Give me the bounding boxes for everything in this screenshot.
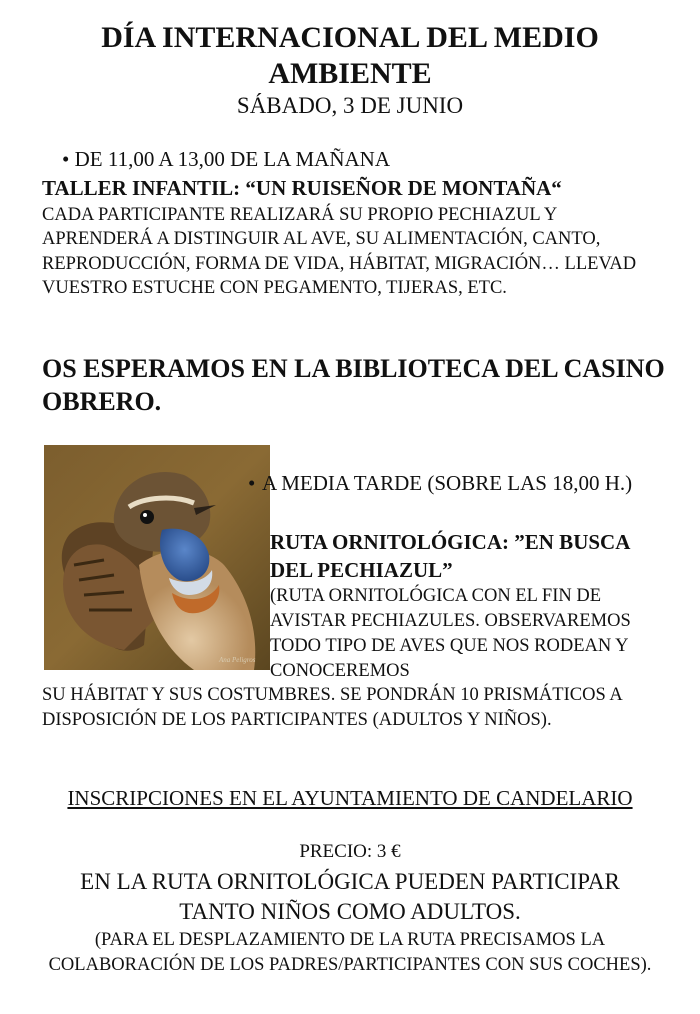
photo-signature: Ana Peligros bbox=[219, 656, 256, 664]
workshop-time: • DE 11,00 A 13,00 DE LA MAÑANA bbox=[62, 147, 390, 171]
workshop-description: CADA PARTICIPANTE REALIZARÁ SU PROPIO PECHIAZUL Y APRENDERÁ A DISTINGUIR AL AVE, SU ALIMENTACIÓN, CANTO, REPRODUCCIÓN, FORMA DE VIDA, HÁBITAT, MIGRACIÓN… LLEVAD VUESTRO ESTUCHE CON PEGAMENTO, TIJERAS, ETC. bbox=[42, 205, 637, 299]
bluethroat-bird-photo bbox=[44, 445, 270, 670]
route-title: RUTA ORNITOLÓGICA: ”EN BUSCA DEL PECHIAZUL” bbox=[270, 530, 630, 582]
event-date: SÁBADO, 3 DE JUNIO bbox=[236, 93, 464, 118]
transport-note: (PARA EL DESPLAZAMIENTO DE LA RUTA PRECISAMOS LA COLABORACIÓN DE LOS PADRES/PARTICIPANTES CON SUS COCHES). bbox=[48, 930, 652, 975]
route-description-continued: SU HÁBITAT Y SUS COSTUMBRES. SE PONDRÁN 10 PRISMÁTICOS A DISPOSICIÓN DE LOS PARTICIPANTES (ADULTOS Y NIÑOS). bbox=[42, 685, 622, 730]
workshop-title: TALLER INFANTIL: “UN RUISEÑOR DE MONTAÑA“ bbox=[42, 176, 562, 200]
price: PRECIO: 3 € bbox=[299, 841, 401, 862]
route-description: (RUTA ORNITOLÓGICA CON EL FIN DE AVISTAR PECHIAZULES. OBSERVAREMOS TODO TIPO DE AVES QUE NOS RODEAN Y CONOCEREMOS bbox=[270, 586, 631, 681]
page-title: DÍA INTERNACIONAL DEL MEDIO AMBIENTE bbox=[101, 21, 599, 90]
workshop-place: OS ESPERAMOS EN LA BIBLIOTECA DEL CASINO OBRERO. bbox=[42, 354, 665, 416]
inscriptions-info: INSCRIPCIONES EN EL AYUNTAMIENTO DE CANDELARIO bbox=[67, 786, 633, 810]
route-time: A MEDIA TARDE (SOBRE LAS 18,00 H.) bbox=[262, 471, 633, 495]
participants-note: EN LA RUTA ORNITOLÓGICA PUEDEN PARTICIPAR TANTO NIÑOS COMO ADULTOS. bbox=[80, 869, 620, 924]
route-bullet: • bbox=[248, 471, 256, 495]
